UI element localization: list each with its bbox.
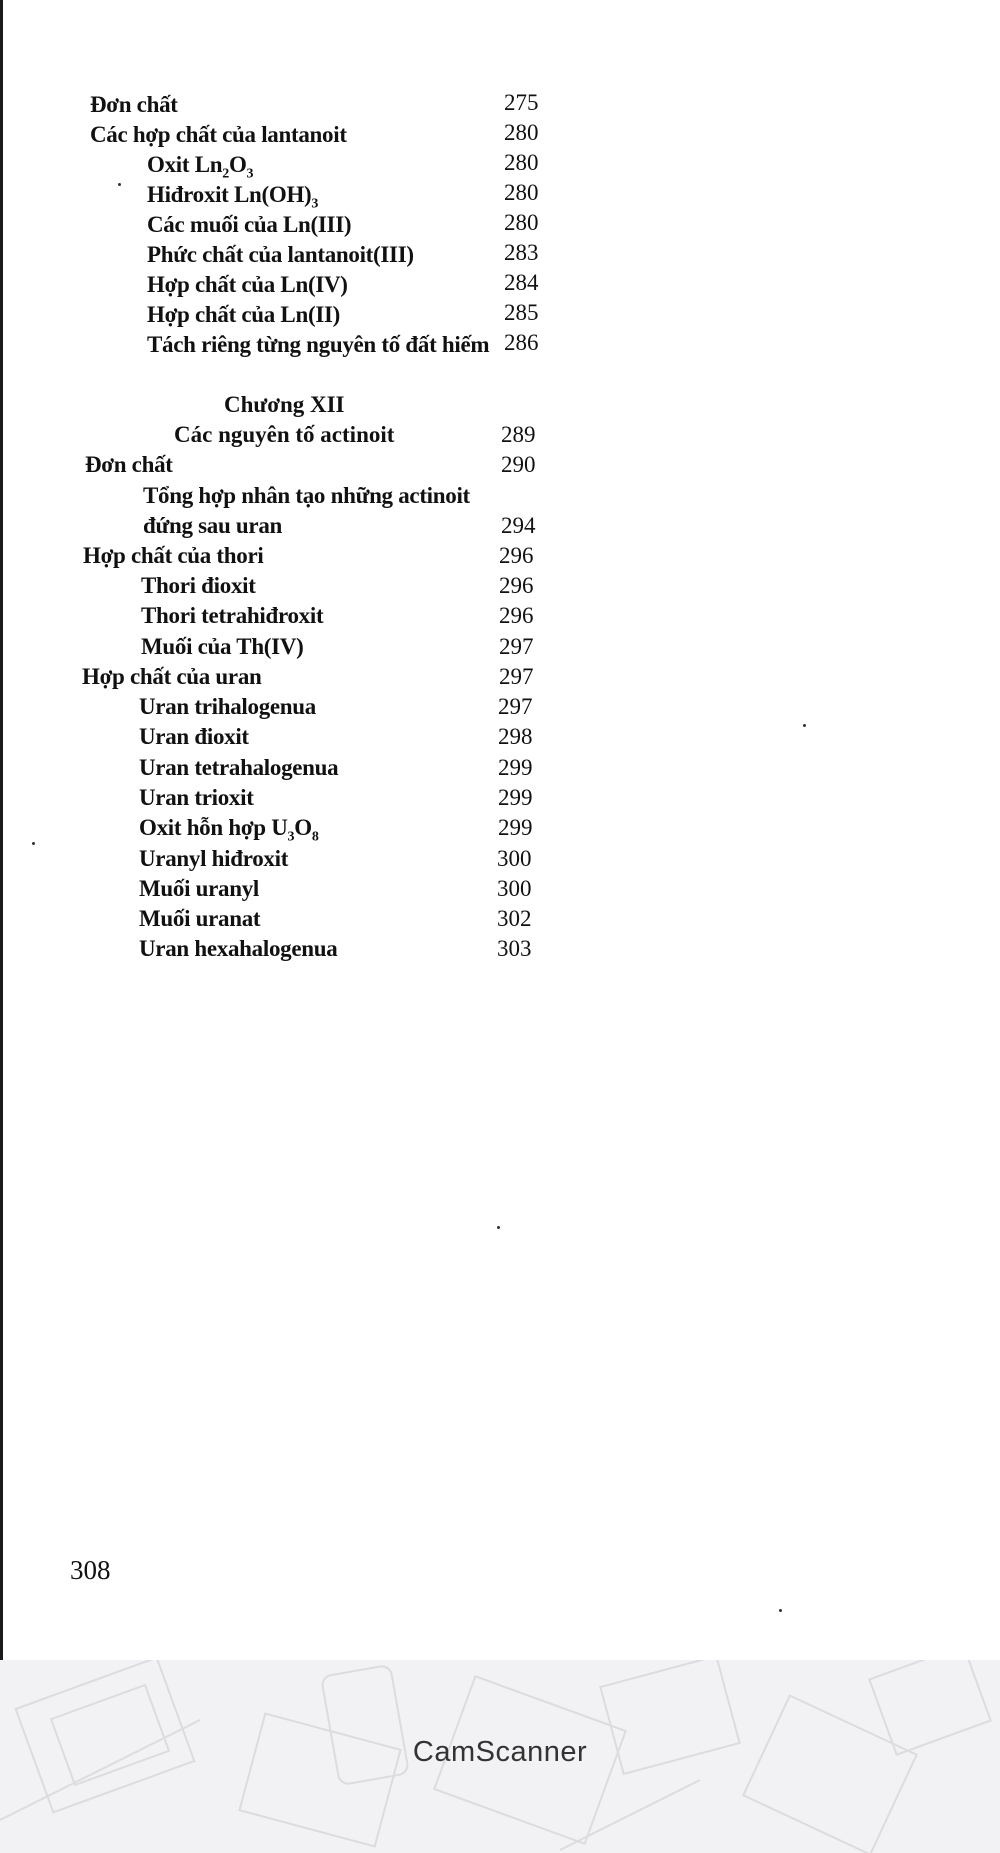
toc-entry-title: Uran trihalogenua [139, 694, 316, 719]
toc-entry-page: 296 [499, 603, 534, 628]
chapter-title: Các nguyên tố actinoit [174, 422, 395, 447]
toc-entry-page: 303 [497, 936, 532, 961]
toc-entry-title: Muối uranat [139, 906, 261, 931]
toc-entry-title: Các muối của Ln(III) [147, 212, 352, 237]
toc-entry-page: 280 [504, 150, 539, 175]
toc-entry-page: 297 [498, 694, 533, 719]
toc-entry-title: Hợp chất của thori [83, 543, 264, 568]
toc-entry-title: Hợp chất của Ln(II) [147, 302, 340, 327]
toc-entry-title: Hiđroxit $Ln(OH)_3$ [147, 182, 319, 212]
chapter-label: Chương XII [224, 392, 345, 417]
toc-entry-page: 296 [499, 543, 534, 568]
toc-entry-page: 275 [504, 90, 539, 115]
toc-entry-page: 297 [499, 664, 534, 689]
toc-entry-title: Đơn chất [85, 452, 173, 477]
toc-entry-page: 302 [497, 906, 532, 931]
toc-entry-page: 286 [504, 330, 539, 355]
scan-speck [803, 724, 806, 727]
toc-entry-page: 294 [501, 513, 536, 538]
toc-entry-title: Oxit $Ln_2O_3$ [147, 152, 254, 182]
toc-entry-page: 300 [497, 876, 532, 901]
scan-speck [497, 1226, 500, 1229]
scan-speck [118, 183, 121, 186]
scan-speck [779, 1609, 782, 1612]
toc-entry-page: 298 [498, 724, 533, 749]
toc-entry-page: 297 [499, 634, 534, 659]
toc-entry-title: Hợp chất của Ln(IV) [147, 272, 348, 297]
toc-entry-page: 280 [504, 180, 539, 205]
toc-entry-page: 300 [497, 846, 532, 871]
page-number: 308 [70, 1555, 111, 1585]
scanner-watermark-footer [0, 1660, 1000, 1853]
toc-entry-title: Thori tetrahiđroxit [141, 603, 324, 628]
toc-entry-title: Uran tetrahalogenua [139, 755, 339, 780]
scan-speck [32, 842, 35, 845]
chapter-page: 289 [501, 422, 536, 447]
toc-entry-page: 280 [504, 210, 539, 235]
toc-entry-page: 299 [498, 815, 533, 840]
toc-entry-title: Tổng hợp nhân tạo những actinoit [143, 483, 470, 508]
toc-entry-title: Muối của Th(IV) [141, 634, 304, 659]
toc-entry-title: Uran hexahalogenua [139, 936, 338, 961]
camscanner-brand: CamScanner [412, 1736, 588, 1768]
toc-entry-title: Hợp chất của uran [82, 664, 262, 689]
toc-entry-page: 284 [504, 270, 539, 295]
toc-entry-page: 280 [504, 120, 539, 145]
toc-entry-title-cont: đứng sau uran [143, 513, 283, 538]
toc-entry-title: Uran trioxit [139, 785, 254, 810]
toc-entry-page: 285 [504, 300, 539, 325]
toc-entry-title: Tách riêng từng nguyên tố đất hiếm [147, 332, 490, 357]
toc-entry-title: Uran đioxit [139, 724, 249, 749]
toc-entry-title: Oxit hỗn hợp $U_3O_8$ [139, 815, 319, 845]
toc-entry-title: Thori đioxit [141, 573, 256, 598]
toc-entry-title: Phức chất của lantanoit(III) [147, 242, 414, 267]
toc-entry-title: Uranyl hiđroxit [139, 846, 289, 871]
toc-entry-page: 283 [504, 240, 539, 265]
toc-entry-title: Muối uranyl [139, 876, 260, 901]
toc-entry-page: 290 [501, 452, 536, 477]
toc-entry-page: 296 [499, 573, 534, 598]
toc-entry-title: Đơn chất [90, 92, 178, 117]
toc-entry-page: 299 [498, 785, 533, 810]
toc-entry-page: 299 [498, 755, 533, 780]
toc-entry-title: Các hợp chất của lantanoit [90, 122, 347, 147]
